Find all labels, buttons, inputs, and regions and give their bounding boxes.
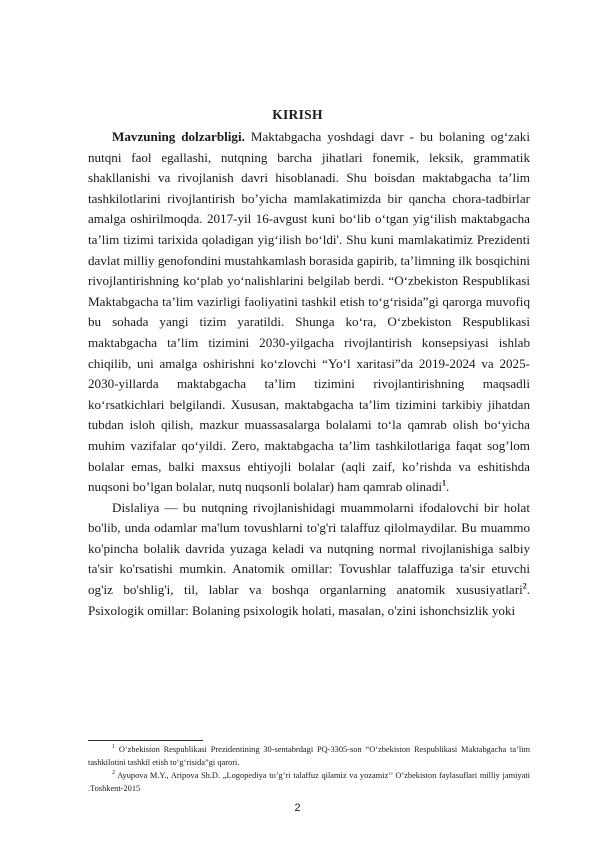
footnote-2	[88, 769, 530, 795]
footnote-number-1: 1	[112, 744, 115, 751]
relevance-lead: Mavzuning dolzarbligi.	[112, 129, 245, 144]
footnote-ref-1[interactable]: 1	[442, 478, 447, 488]
footnote-number-2: 2	[112, 770, 115, 777]
page-number: 2	[294, 802, 301, 814]
body-text	[88, 127, 530, 621]
footnote-text-2: Ayupova M.Y., Aripova Sh.D. „Logopediya to’g’ri talaffuz qilamiz va yozamiz’’ O’zbekiston faylasuflari milliy jamiyati .Toshkent-2015	[88, 771, 530, 793]
footnote-text-1: O‘zbekiston Respublikasi Prezidentining 30-sentabrdagi PQ-3305-son “O‘zbekiston Respublikasi Maktabgacha ta’lim tashkilotini tashkil etish to‘g‘risida”gi qarori.	[88, 745, 530, 767]
relevance-text: Maktabgacha yoshdagi davr - bu bolaning og‘zaki nutqni faol egallashi, nutqning barcha jihatlari fonemik, leksik, grammatik shakllanishi va rivojlanish davri hisoblanadi. Shu boisdan maktabgacha ta’lim tashkilotlarini rivojlantirish bo’yicha mamlakatimizda bir qancha chora-tadbirlar amalga oshirilmoqda. 2017-yil 16-avgust kuni bo‘lib o‘tgan yig‘ilish maktabgacha ta’lim tizimi tarixida qoladigan yig‘ilish bo‘ldi'. Shu kuni mamlakatimiz Prezidenti davlat milliy genofondini mustahkamlash borasida gapirib, ta’limning ilk bosqichini rivojlantirishning ko‘plab yo‘nalishlarini belgilab berdi. “O‘zbekiston Respublikasi Maktabgacha ta’lim vazirligi faoliyatini tashkil etish to‘g‘risida”gi qarorga muvofiq bu sohada yangi tizim yaratildi. Shunga ko‘ra, O‘zbekiston Respublikasi maktabgacha ta’lim tizimini 2030-yilgacha rivojlantirish konsepsiyasi ishlab chiqilib, uni amalga oshirishni ko‘zlovchi “Yo‘l xaritasi”da 2019-2024 va 2025-2030-yillarda maktabgacha ta’lim tizimini rivojlantirishning maqsadli ko‘rsatkichlari belgilandi. Xususan, maktabgacha ta’lim tizimini tarkibiy jihatdan tubdan isloh qilish, mazkur muassasalarga bolalami to‘la qamrab olish bo‘yicha muhim vazifalar qo‘yildi. Zero, maktabgacha ta’lim tashkilotlariga faqat sog’lom bolalar emas, balki maxsus ehtiyojli bolalar (aqli zaif, ko’rishda va eshitishda nuqsoni bo’lgan bolalar, nutq nuqsonli bolalar) ham qamrab olinadi	[88, 129, 530, 495]
dyslalia-text-b: . Psixologik omillar: Bolaning psixologik holati, masalan, o'zini ishonchsizlik yoki	[88, 582, 530, 618]
paragraph-relevance	[88, 127, 530, 498]
dyslalia-text-a: Dislaliya — bu nutqning rivojlanishidagi muammolarni ifodalovchi bir holat bo'lib, unda odamlar ma'lum tovushlarni to'g'ri talaffuz qilolmaydilar. Bu muammo ko'pincha bolalik davrida yuzaga keladi va nutqning normal rivojlanishiga salbiy ta'sir ko'rsatishi mumkin. Anatomik omillar: Tovushlar talaffuziga ta'sir etuvchi og'iz bo'shlig'i, til, lablar va boshqa organlarning anatomik xususiyatlari	[88, 499, 530, 598]
footnote-1	[88, 743, 530, 769]
footnote-ref-2[interactable]: 2	[522, 581, 527, 591]
footnote-divider	[88, 740, 203, 741]
footnotes	[88, 743, 530, 795]
relevance-tail: .	[446, 479, 450, 495]
paragraph-dyslalia	[88, 498, 530, 622]
section-heading: KIRISH	[272, 107, 323, 122]
